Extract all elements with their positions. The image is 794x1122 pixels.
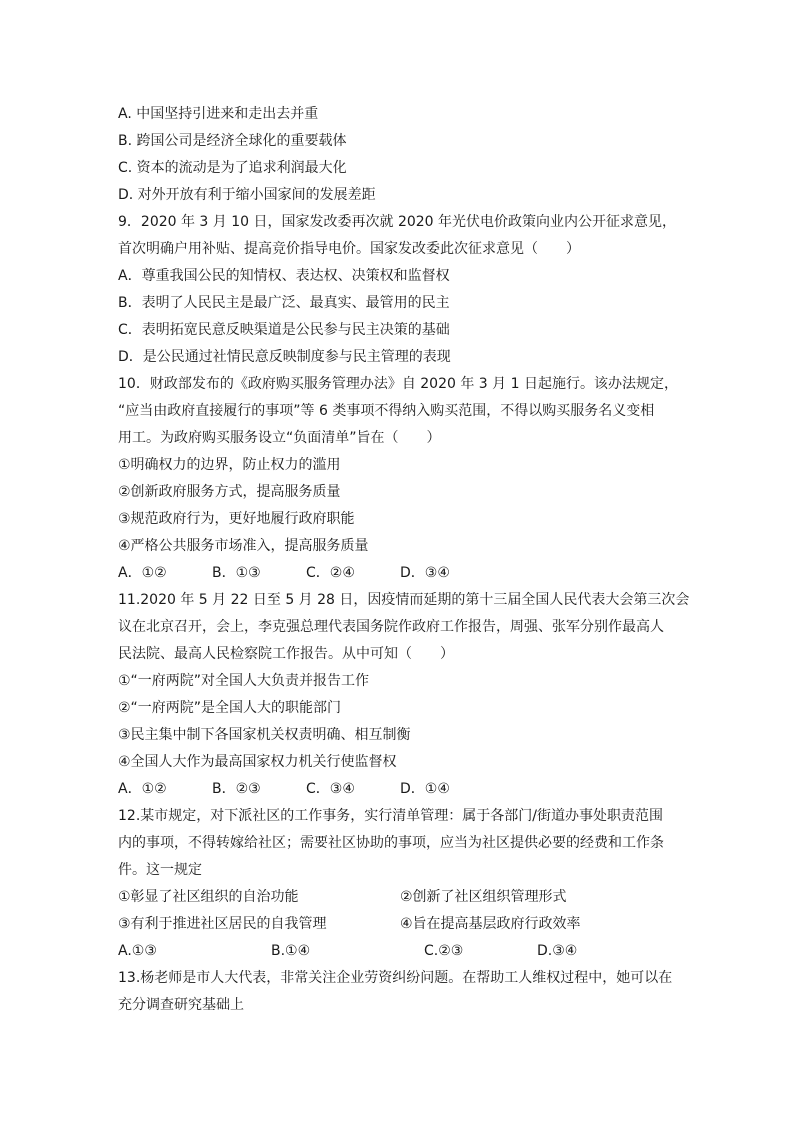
q11-choice-c: C．③④ [306, 781, 355, 797]
q11-choices [118, 776, 688, 803]
q8-option-a: A. 中国坚持引进来和走出去并重 [118, 106, 319, 122]
q9-option-b: B．表明了人民民主是最广泛、最真实、最管用的民主 [118, 295, 450, 311]
q11-item-2: ②“一府两院”是全国人大的职能部门 [118, 700, 342, 716]
q12-stem-line-3: 件。这一规定 [118, 862, 202, 878]
q12-items-row-2 [118, 911, 688, 938]
q12-items-row-1 [118, 884, 688, 911]
q12-choice-c: C.②③ [424, 943, 464, 959]
q10-stem-line-1: 10．财政部发布的《政府购买服务管理办法》自 2020 年 3 月 1 日起施行。该办法规定， [118, 376, 678, 392]
q9-option-d: D．是公民通过社情民意反映制度参与民主管理的表现 [118, 349, 451, 365]
q10-choice-a: A．①② [118, 565, 167, 581]
q12-choice-d: D.③④ [537, 943, 578, 959]
q11-choice-b: B．②③ [212, 781, 261, 797]
q11-choice-a: A．①② [118, 781, 167, 797]
q11-item-3: ③民主集中制下各国家机关权责明确、相互制衡 [118, 727, 411, 743]
q12-stem-line-2: 内的事项，不得转嫁给社区；需要社区协助的事项，应当为社区提供必要的经费和工作条 [118, 835, 664, 851]
q10-item-2: ②创新政府服务方式，提高服务质量 [118, 484, 341, 500]
q12-item-1: ①彰显了社区组织的自治功能 [118, 889, 299, 905]
q11-stem-line-2: 议在北京召开，会上，李克强总理代表国务院作政府工作报告，周强、张军分别作最高人 [118, 619, 664, 635]
q11-stem-line-3: 民法院、最高人民检察院工作报告。从中可知（ ） [118, 646, 454, 662]
q8-option-b: B. 跨国公司是经济全球化的重要载体 [118, 133, 347, 149]
q8-option-c: C. 资本的流动是为了追求利润最大化 [118, 160, 347, 176]
q8-option-d: D. 对外开放有利于缩小国家间的发展差距 [118, 187, 376, 203]
q10-choices [118, 560, 688, 587]
q9-stem-line-1: 9．2020 年 3 月 10 日，国家发改委再次就 2020 年光伏电价政策向业内公开征求意见， [118, 214, 677, 230]
q9-stem-line-2: 首次明确户用补贴、提高竞价指导电价。国家发改委此次征求意见（ ） [118, 241, 580, 257]
question-content [118, 101, 688, 1019]
q12-stem-line-1: 12.某市规定，对下派社区的工作事务，实行清单管理：属于各部门/街道办事处职责范围 [118, 808, 663, 824]
q9-option-a: A．尊重我国公民的知情权、表达权、决策权和监督权 [118, 268, 450, 284]
q11-item-4: ④全国人大作为最高国家权力机关行使监督权 [118, 754, 397, 770]
q10-choice-b: B．①③ [212, 565, 261, 581]
q12-item-3: ③有利于推进社区居民的自我管理 [118, 916, 327, 932]
q9-option-c: C．表明拓宽民意反映渠道是公民参与民主决策的基础 [118, 322, 450, 338]
q12-choice-a: A.①③ [118, 943, 157, 959]
q10-item-1: ①明确权力的边界，防止权力的滥用 [118, 457, 341, 473]
q12-item-2: ②创新了社区组织管理形式 [400, 889, 567, 905]
q11-item-1: ①“一府两院”对全国人大负责并报告工作 [118, 673, 370, 689]
q12-choices [118, 938, 688, 965]
q13-stem-line-2: 充分调查研究基础上 [118, 997, 244, 1013]
q10-choice-d: D．③④ [400, 565, 450, 581]
q10-item-3: ③规范政府行为，更好地履行政府职能 [118, 511, 355, 527]
q10-choice-c: C．②④ [306, 565, 355, 581]
q10-stem-line-3: 用工。为政府购买服务设立“负面清单”旨在（ ） [118, 430, 441, 446]
q10-item-4: ④严格公共服务市场准入，提高服务质量 [118, 538, 369, 554]
q11-stem-line-1: 11.2020 年 5 月 22 日至 5 月 28 日，因疫情而延期的第十三届全国人民代表大会第三次会 [118, 592, 690, 608]
q12-choice-b: B.①④ [271, 943, 311, 959]
q10-stem-line-2: “应当由政府直接履行的事项”等 6 类事项不得纳入购买范围，不得以购买服务名义变相 [118, 403, 655, 419]
q13-stem-line-1: 13.杨老师是市人大代表，非常关注企业劳资纠纷问题。在帮助工人维权过程中，她可以在 [118, 970, 673, 986]
q11-choice-d: D．①④ [400, 781, 450, 797]
q12-item-4: ④旨在提高基层政府行政效率 [400, 916, 581, 932]
